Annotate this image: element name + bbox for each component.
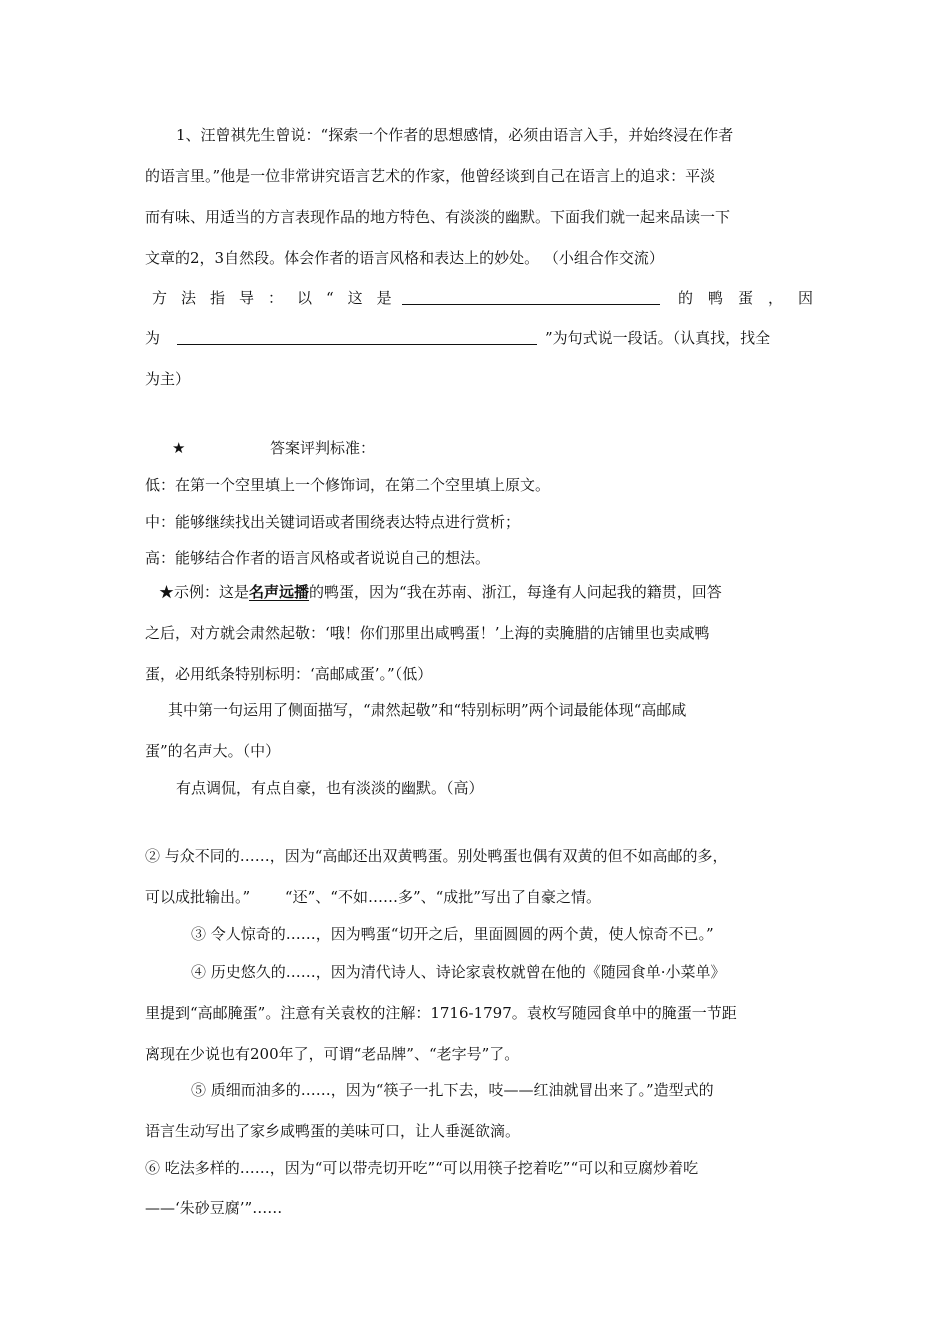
fill-blank-1[interactable]	[402, 288, 660, 305]
q1-line1: 1、汪曾祺先生曾说：“探索一个作者的思想感情，必须由语言入手，并始终浸在作者	[176, 126, 734, 144]
item4-line3: 离现在少说也有200年了，可谓“老品牌”、“老字号”了。	[145, 1045, 520, 1063]
q1-line4: 文章的2，3自然段。体会作者的语言风格和表达上的妙处。 （小组合作交流）	[145, 249, 664, 267]
item6-line2: ——‘朱砂豆腐’”……	[145, 1199, 283, 1217]
item4-line1: ④ 历史悠久的……，因为清代诗人、诗论家袁枚就曾在他的《随园食单·小菜单》	[191, 963, 726, 981]
example-line4: 其中第一句运用了侧面描写，“肃然起敬”和“特别标明”两个词最能体现“高邮咸	[168, 701, 687, 719]
criteria-mid: 中：能够继续找出关键词语或者围绕表达特点进行赏析；	[145, 513, 521, 531]
example-highlight: 名声远播	[249, 583, 310, 601]
method-line2	[145, 328, 807, 348]
item5-line1: ⑤ 质细而油多的……，因为“筷子一扎下去，吱——红油就冒出来了。”造型式的	[191, 1081, 714, 1099]
fill-blank-2[interactable]	[177, 328, 537, 345]
q1-line2: 的语言里。”他是一位非常讲究语言艺术的作家，他曾经谈到自己在语言上的追求：平淡	[145, 167, 716, 185]
item6-line1: ⑥ 吃法多样的……，因为“可以带壳切开吃”“可以用筷子挖着吃”“可以和豆腐炒着吃	[145, 1159, 699, 1177]
example-line5: 蛋”的名声大。（中）	[145, 742, 281, 760]
item3-line: ③ 令人惊奇的……，因为鸭蛋“切开之后，里面圆圆的两个黄，使人惊奇不已。”	[191, 925, 714, 943]
example-prefix: ★示例：这是	[159, 583, 250, 601]
example-line6: 有点调侃，有点自豪，也有淡淡的幽默。（高）	[176, 779, 484, 797]
example-line3: 蛋，必用纸条特别标明：‘高邮咸蛋’。”（低）	[145, 665, 433, 683]
method-part2: 的鸭蛋，因	[678, 289, 829, 307]
item4-line2: 里提到“高邮腌蛋”。注意有关袁枚的注解：1716-1797。袁枚写随园食单中的腌蛋一节距	[145, 1004, 737, 1022]
criteria-high: 高：能够结合作者的语言风格或者说说自己的想法。	[145, 549, 491, 567]
item2-line2: 可以成批输出。” “还”、“不如……多”、“成批”写出了自豪之情。	[145, 888, 601, 906]
method-label: 方法指导：以“这是	[152, 289, 406, 307]
example-suffix: 的鸭蛋，因为“我在苏南、浙江，每逢有人问起我的籍贯，回答	[309, 583, 722, 601]
method-part3: 为	[145, 329, 161, 347]
example-line1	[159, 582, 722, 602]
item5-line2: 语言生动写出了家乡咸鸭蛋的美味可口，让人垂涎欲滴。	[145, 1122, 521, 1140]
method-part5: 为主）	[145, 370, 191, 388]
criteria-heading: 答案评判标准：	[270, 439, 376, 457]
criteria-star-icon: ★	[172, 439, 186, 457]
item2-line1: ② 与众不同的……，因为“高邮还出双黄鸭蛋。别处鸭蛋也偶有双黄的但不如高邮的多，	[145, 847, 728, 865]
method-part4: ”为句式说一段话。（认真找，找全	[545, 329, 771, 347]
criteria-low: 低：在第一个空里填上一个修饰词，在第二个空里填上原文。	[145, 476, 551, 494]
example-line2: 之后，对方就会肃然起敬：‘哦！你们那里出咸鸭蛋！’上海的卖腌腊的店铺里也卖咸鸭	[145, 624, 710, 642]
q1-line3: 而有味、用适当的方言表现作品的地方特色、有淡淡的幽默。下面我们就一起来品读一下	[145, 208, 731, 226]
method-line1	[152, 288, 829, 308]
